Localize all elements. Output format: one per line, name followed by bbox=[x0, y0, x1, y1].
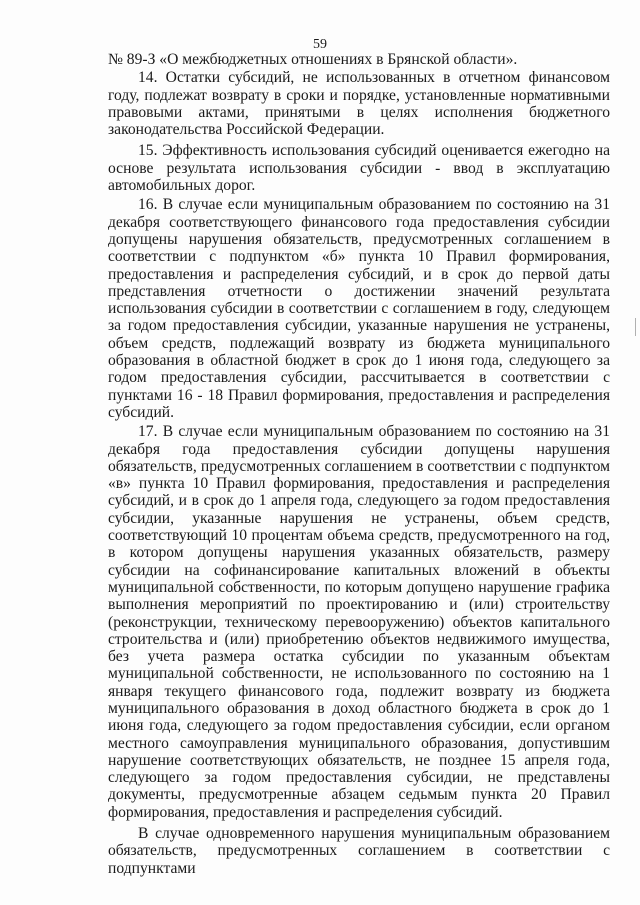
document-body bbox=[108, 51, 610, 878]
paragraph-17: 17. В случае если муниципальным образованием по состоянию на 31 декабря года предоставления субсидии допущены нарушения обязательств, предусмотренных соглашением в соответствии с подпунктом «в» пункта 10 Правил формирования, предоставления и распределения субсидий, и в срок до 1 апреля года, следующего за годом предоставления субсидии, указанные нарушения не устранены, объем средств, соответствующий 10 процентам объема средств, предусмотренного на год, в котором допущены нарушения указанных обязательств, размеру субсидии на софинансирование капитальных вложений в объекты муниципальной собственности, по которым допущено нарушение графика выполнения мероприятий по проектированию и (или) строительству (реконструкции, техническому перевооружению) объектов капитального строительства и (или) приобретению объектов недвижимого имущества, без учета размера остатка субсидии по указанным объектам муниципальной собственности, не использованного по состоянию на 1 января текущего финансового года, подлежит возврату из бюджета муниципального образования в доход областного бюджета в срок до 1 июня года, следующего за годом предоставления субсидии, если органом местного самоуправления муниципального образования, допустившим нарушение соответствующих обязательств, не позднее 15 апреля года, следующего за годом предоставления субсидии, не представлены документы, предусмотренные абзацем седьмым пункта 20 Правил формирования, предоставления и распределения субсидий. bbox=[108, 423, 610, 821]
paragraph-14: 14. Остатки субсидий, не использованных в отчетном финансовом году, подлежат возврату в сроки и порядке, установленные нормативными правовыми актами, принятыми в целях исполнения бюджетного законодательства Российской Федерации. bbox=[108, 69, 610, 139]
paragraph-15: 15. Эффективность использования субсидий оценивается ежегодно на основе результата использования субсидии - ввод в эксплуатацию автомобильных дорог. bbox=[108, 142, 610, 195]
paragraph-16: 16. В случае если муниципальным образованием по состоянию на 31 декабря соответствующего финансового года предоставления субсидии допущены нарушения обязательств, предусмотренных соглашением в соответствии с подпунктом «б» пункта 10 Правил формирования, предоставления и распределения субсидий, и в срок до первой даты представления отчетности о достижении значений результата использования субсидии в соответствии с соглашением в году, следующем за годом предоставления субсидии, указанные нарушения не устранены, объем средств, подлежащий возврату из бюджета муниципального образования в областной бюджет в срок до 1 июня года, следующего за годом предоставления субсидии, рассчитывается в соответствии с пунктами 16 - 18 Правил формирования, предоставления и распределения субсидий. bbox=[108, 196, 610, 421]
scan-artifact-mark bbox=[635, 318, 636, 336]
paragraph-continuation: № 89-З «О межбюджетных отношениях в Брянской области». bbox=[108, 51, 518, 68]
paragraph-simultaneous-violation: В случае одновременного нарушения муниципальным образованием обязательств, предусмотренных соглашением в соответствии с подпунктами bbox=[108, 825, 610, 877]
page-number: 59 bbox=[313, 37, 327, 52]
